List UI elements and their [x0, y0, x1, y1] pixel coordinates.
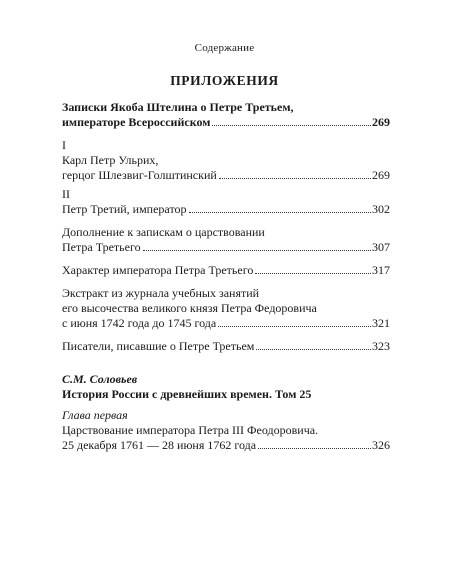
toc-entry-title-line: [62, 225, 390, 240]
page-number: 317: [372, 263, 390, 277]
toc-entry-title-line: [62, 316, 390, 331]
toc-entry-title: Дополнение к запискам о царствовании: [62, 225, 265, 239]
page-number: 323: [372, 339, 390, 353]
toc-entry-title-line: [62, 168, 390, 183]
page-number: 302: [372, 202, 390, 216]
chapter-line: [62, 408, 390, 423]
dot-leader: [189, 212, 371, 213]
work-title-line: [62, 387, 390, 402]
roman-numeral: II: [62, 187, 70, 201]
toc-entry-title-line: [62, 153, 390, 168]
page-number: 307: [372, 240, 390, 254]
toc-entry-title-line: [62, 423, 390, 438]
author-line: [62, 372, 390, 387]
work-title: История России с древнейших времен. Том 25: [62, 387, 312, 401]
toc-entry-title: Записки Якоба Штелина о Петре Третьем,: [62, 100, 294, 114]
toc-entry-title: 25 декабря 1761 — 28 июня 1762 года: [62, 438, 257, 452]
toc-entry-title-line: [62, 438, 390, 453]
dot-leader: [212, 125, 371, 126]
toc-entry-title-line: [62, 100, 390, 115]
page-number: 321: [372, 316, 390, 330]
toc-entry-title: с июня 1742 года до 1745 года: [62, 316, 217, 330]
toc-entry-title: Карл Петр Ульрих,: [62, 153, 159, 167]
toc-entry-part-2: [62, 187, 390, 217]
dot-leader: [219, 178, 371, 179]
toc-entry-title-line: [62, 339, 390, 354]
toc-entry-supplement: [62, 225, 390, 255]
toc-entry-extract: [62, 286, 390, 331]
toc-entry-title: Петра Третьего: [62, 240, 141, 254]
toc-entry-title-line: [62, 286, 390, 301]
toc-entry-title: его высочества великого князя Петра Федоровича: [62, 301, 317, 315]
toc-entry-soloviev: [62, 372, 390, 453]
toc-entry-title: Характер императора Петра Третьего: [62, 263, 254, 277]
toc-entry-part-1: [62, 138, 390, 183]
page-number: 326: [372, 438, 390, 452]
toc-entry-title: Петр Третий, император: [62, 202, 187, 216]
toc-entry-writers: [62, 339, 390, 354]
toc-entry-title-line: [62, 202, 390, 217]
running-head: Содержание: [194, 42, 255, 54]
page-number: 269: [372, 168, 390, 182]
page-number: 269: [372, 115, 390, 129]
section-title: ПРИЛОЖЕНИЯ: [170, 73, 279, 88]
toc-entry-shtelin-notes: [62, 100, 390, 130]
toc-entry-title-line: [62, 301, 390, 316]
toc-entry-title: Царствование императора Петра III Феодоровича.: [62, 423, 319, 437]
toc-entry-numeral: [62, 138, 390, 153]
toc-entry-title: императоре Всероссийском: [62, 115, 211, 129]
toc-entry-title-line: [62, 263, 390, 278]
author-name: С.М. Соловьев: [62, 372, 138, 386]
toc-entry-title: герцог Шлезвиг-Голштинский: [62, 168, 217, 182]
toc-entry-title-line: [62, 115, 390, 130]
toc-entry-numeral: [62, 187, 390, 202]
dot-leader: [256, 349, 371, 350]
dot-leader: [143, 250, 371, 251]
chapter-label: Глава первая: [62, 408, 128, 422]
dot-leader: [258, 448, 371, 449]
toc-entry-title-line: [62, 240, 390, 255]
dot-leader: [255, 273, 371, 274]
toc-entry-title: Писатели, писавшие о Петре Третьем: [62, 339, 255, 353]
dot-leader: [218, 326, 371, 327]
toc-entry-title: Экстракт из журнала учебных занятий: [62, 286, 260, 300]
toc-entry-character: [62, 263, 390, 278]
table-of-contents: [62, 100, 390, 453]
roman-numeral: I: [62, 138, 66, 152]
